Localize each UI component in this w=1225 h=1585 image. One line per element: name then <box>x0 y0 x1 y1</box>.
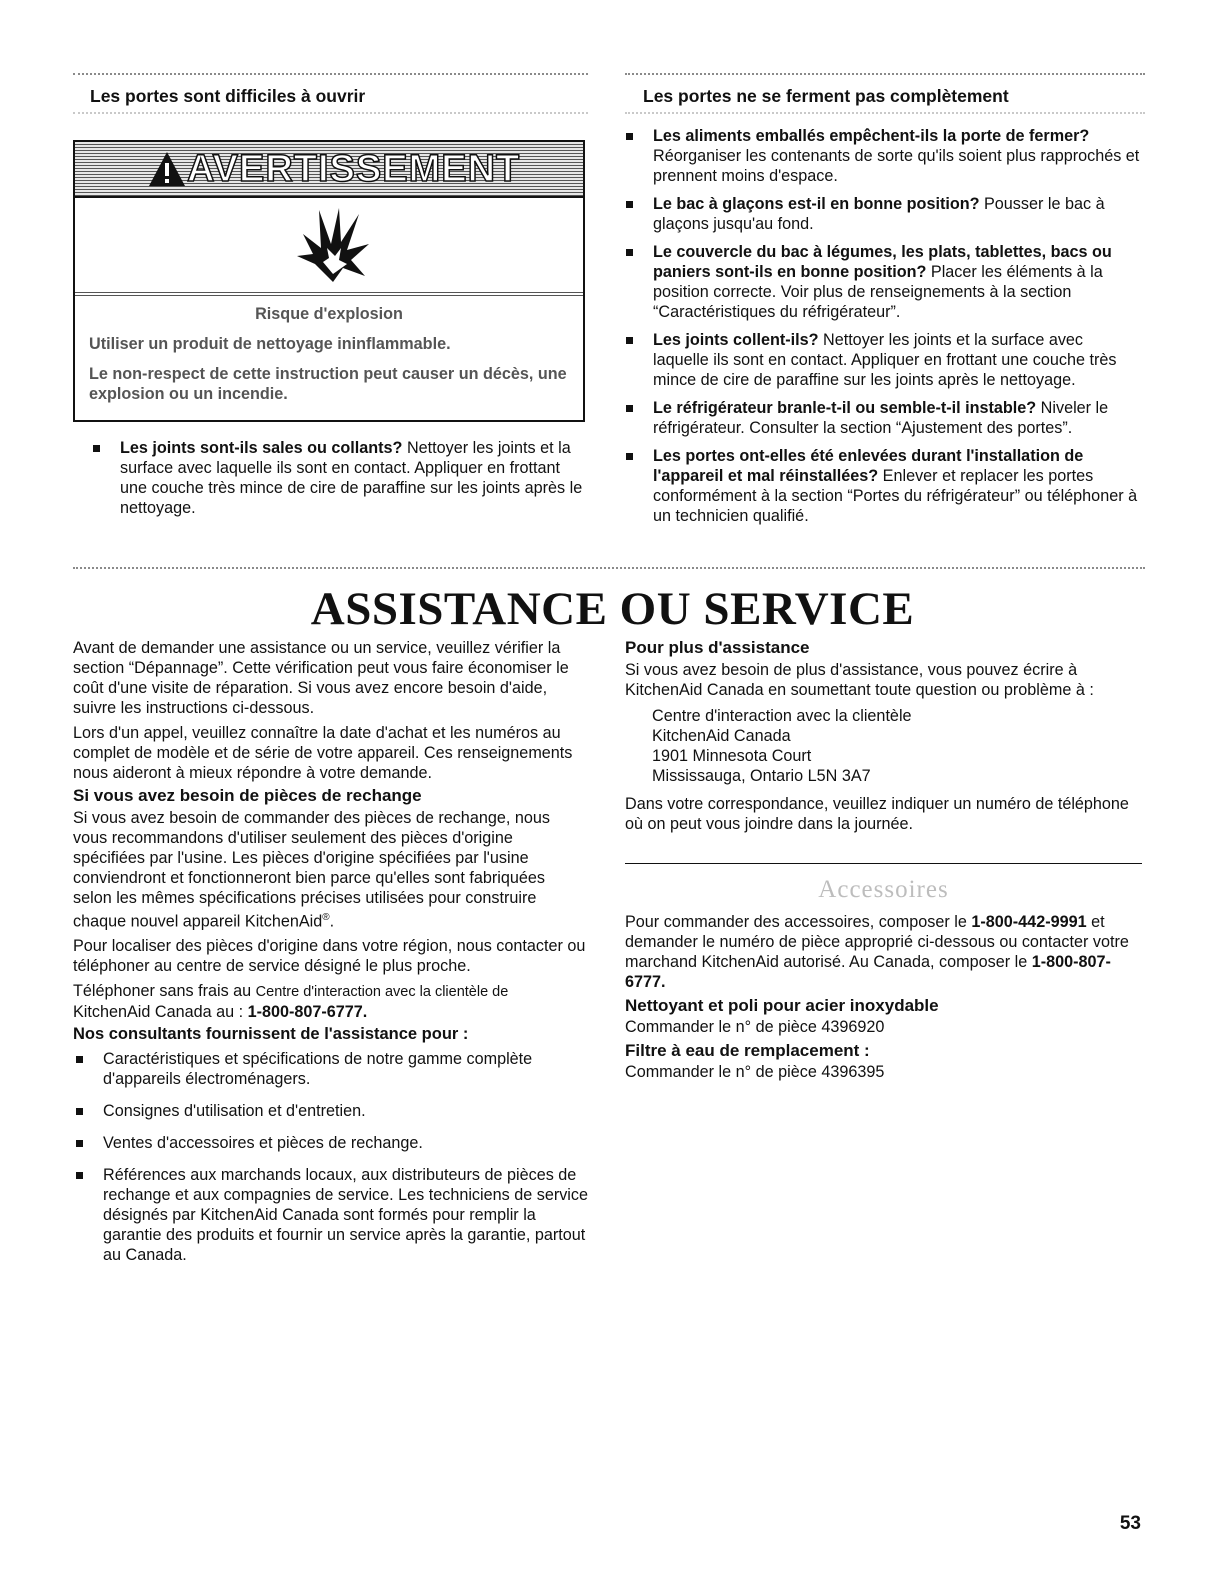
bullet-answer: Niveler le réfrigérateur. Consulter la section “Ajustement des portes”. <box>653 399 1109 437</box>
warning-header <box>75 142 583 198</box>
list-item <box>623 398 1143 438</box>
address-line: 1901 Minnesota Court <box>652 747 812 765</box>
bullet-answer: Placer les éléments à la position correcte. Voir plus de renseignements à la section “Caractéristiques du réfrigérateur”. <box>653 263 1103 321</box>
accessories-rule <box>625 863 1142 864</box>
list-item <box>623 242 1143 322</box>
consultants-list <box>73 1049 588 1265</box>
call-paragraph: Lors d'un appel, veuillez connaître la date d'achat et les numéros au complet de modèle et de série de votre appareil. Ces renseignements nous aideront à mieux répondre à votre demande. <box>73 724 573 782</box>
address-line: KitchenAid Canada <box>652 727 791 745</box>
left-column <box>73 638 588 1273</box>
stainless-cleaner-part: Commander le n° de pièce 4396920 <box>625 1018 885 1036</box>
explosion-graphic <box>75 198 583 296</box>
stainless-cleaner-heading: Nettoyant et poli pour acier inoxydable <box>625 996 939 1015</box>
page-title: ASSISTANCE OU SERVICE <box>310 583 915 635</box>
right-column <box>625 638 1145 834</box>
accessories-section <box>625 912 1145 1082</box>
list-item: Références aux marchands locaux, aux distributeurs de pièces de rechange et aux compagnies de service. Les techniciens de service désignés par KitchenAid Canada sont formés pour remplir la garantie des produits et fournir un service après la garantie, partout au Canada. <box>73 1165 588 1265</box>
accessories-phone-2: 1-800-807-6777. <box>625 953 1111 991</box>
locate-parts-paragraph: Pour localiser des pièces d'origine dans votre région, nous contacter ou téléphoner au centre de service désigné le plus proche. <box>73 937 586 976</box>
bullet-answer: Réorganiser les contenants de sorte qu'ils soient plus rapprochés et prennent moins d'espace. <box>653 147 1140 185</box>
warning-title: AVERTISSEMENT <box>187 148 521 190</box>
bullet-answer: Pousser le bac à glaçons jusqu'au fond. <box>653 195 1105 233</box>
top-right-rule-2 <box>625 112 1145 114</box>
correspondence-paragraph: Dans votre correspondance, veuillez indiquer un numéro de téléphone où on peut vous joindre dans la journée. <box>625 795 1129 833</box>
consultants-heading: Nos consultants fournissent de l'assistance pour : <box>73 1025 469 1044</box>
replacement-parts-heading: Si vous avez besoin de pièces de rechange <box>73 786 422 805</box>
bullet-answer: Nettoyer les joints et la surface avec laquelle ils sont en contact. Appliquer en frottant une couche très mince de cire de paraffine sur les joints après le nettoyage. <box>653 331 1117 389</box>
intro-paragraph: Avant de demander une assistance ou un service, veuillez vérifier la section “Dépannage”. Cette vérification peut vous faire économiser le coût d'une visite de réparation. Si vous avez encore besoin d'aide, suivre les instructions ci-dessous. <box>73 639 569 717</box>
phone-text-b: Centre d'interaction avec la clientèle de <box>255 984 509 1001</box>
water-filter-heading: Filtre à eau de remplacement : <box>625 1041 870 1060</box>
list-item <box>623 446 1143 526</box>
period: . <box>329 912 335 931</box>
phone-text-a: Téléphoner sans frais au <box>73 982 256 1001</box>
phone-number: 1-800-807-6777. <box>247 1003 368 1022</box>
warning-text <box>75 296 583 404</box>
bullet-question: Les aliments emballés empêchent-ils la porte de fermer? <box>653 127 1090 145</box>
list-item: Consignes d'utilisation et d'entretien. <box>73 1101 588 1121</box>
bullet-answer: Enlever et replacer les portes conformément à la section “Portes du réfrigérateur” ou téléphoner à un technicien qualifié. <box>653 467 1138 525</box>
list-item <box>623 194 1143 234</box>
section-heading-doors-hard-to-open: Les portes sont difficiles à ouvrir <box>90 86 366 106</box>
page-number: 53 <box>1119 1513 1141 1534</box>
water-filter-part: Commander le n° de pièce 4396395 <box>625 1063 885 1081</box>
bullet-answer: Nettoyer les joints et la surface avec laquelle ils sont en contact. Appliquer en frottant une couche très mince de cire de paraffine sur les joints après le nettoyage. <box>120 439 583 517</box>
accessories-text-b: et demander le numéro de pièce approprié ci-dessous ou contacter votre marchand KitchenAid autorisé. Au Canada, composer le <box>625 913 1129 971</box>
phone-text-c: KitchenAid Canada au : <box>73 1003 248 1022</box>
top-left-rule <box>73 73 588 75</box>
warning-line-1: Utiliser un produit de nettoyage ininflammable. <box>89 335 451 353</box>
more-assistance-heading: Pour plus d'assistance <box>625 638 810 657</box>
top-left-rule-2 <box>73 112 588 114</box>
bullet-question: Le réfrigérateur branle-t-il ou semble-t-il instable? <box>653 399 1037 417</box>
bullet-question: Le couvercle du bac à légumes, les plats, tablettes, bacs ou paniers sont-ils en bonne position? <box>653 243 1112 281</box>
warning-hazard: Risque d'explosion <box>255 305 403 323</box>
phone-paragraph <box>73 981 588 1022</box>
list-item <box>90 438 590 518</box>
accessories-phone-1: 1-800-442-9991 <box>971 913 1087 931</box>
warning-line-2: Le non-respect de cette instruction peut causer un décès, une explosion ou un incendie. <box>89 365 567 403</box>
left-top-bullets <box>90 438 590 526</box>
warning-triangle-icon <box>147 150 187 188</box>
bullet-question: Les joints collent-ils? <box>653 331 819 349</box>
replacement-parts-text: Si vous avez besoin de commander des pièces de rechange, nous vous recommandons d'utiliser seulement des pièces d'origine spécifiées par l'usine. Les pièces d'origine spécifiées par l'usine conviendront et fonctionneront bien parce qu'elles sont fabriquées selon les mêmes spécifications précises utilisées pour construire chaque nouvel appareil KitchenAid <box>73 809 550 931</box>
section-heading-doors-not-closing: Les portes ne se ferment pas complètement <box>643 86 1009 106</box>
list-item: Caractéristiques et spécifications de notre gamme complète d'appareils électroménagers. <box>73 1049 588 1089</box>
list-item <box>623 126 1143 186</box>
address-block <box>625 706 1145 786</box>
list-item <box>623 330 1143 390</box>
registered-mark: ® <box>322 912 330 923</box>
accessories-paragraph <box>625 912 1145 992</box>
replacement-parts-paragraph <box>73 808 588 931</box>
address-line: Mississauga, Ontario L5N 3A7 <box>652 767 871 785</box>
warning-box <box>73 140 585 422</box>
bullet-question: Le bac à glaçons est-il en bonne position? <box>653 195 980 213</box>
accessories-text-a: Pour commander des accessoires, composer le <box>625 913 972 931</box>
bullet-question: Les portes ont-elles été enlevées durant l'installation de l'appareil et mal réinstallées? <box>653 447 1084 485</box>
accessories-heading: Accessoires <box>818 876 949 903</box>
bullet-question: Les joints sont-ils sales ou collants? <box>120 439 403 457</box>
list-item: Ventes d'accessoires et pièces de rechange. <box>73 1133 588 1153</box>
right-top-bullets <box>623 126 1143 534</box>
top-right-rule <box>625 73 1145 75</box>
section-divider <box>73 567 1145 569</box>
explosion-icon <box>293 204 373 286</box>
address-line: Centre d'interaction avec la clientèle <box>652 707 912 725</box>
more-assistance-paragraph: Si vous avez besoin de plus d'assistance, vous pouvez écrire à KitchenAid Canada en soumettant toute question ou problème à : <box>625 661 1094 699</box>
